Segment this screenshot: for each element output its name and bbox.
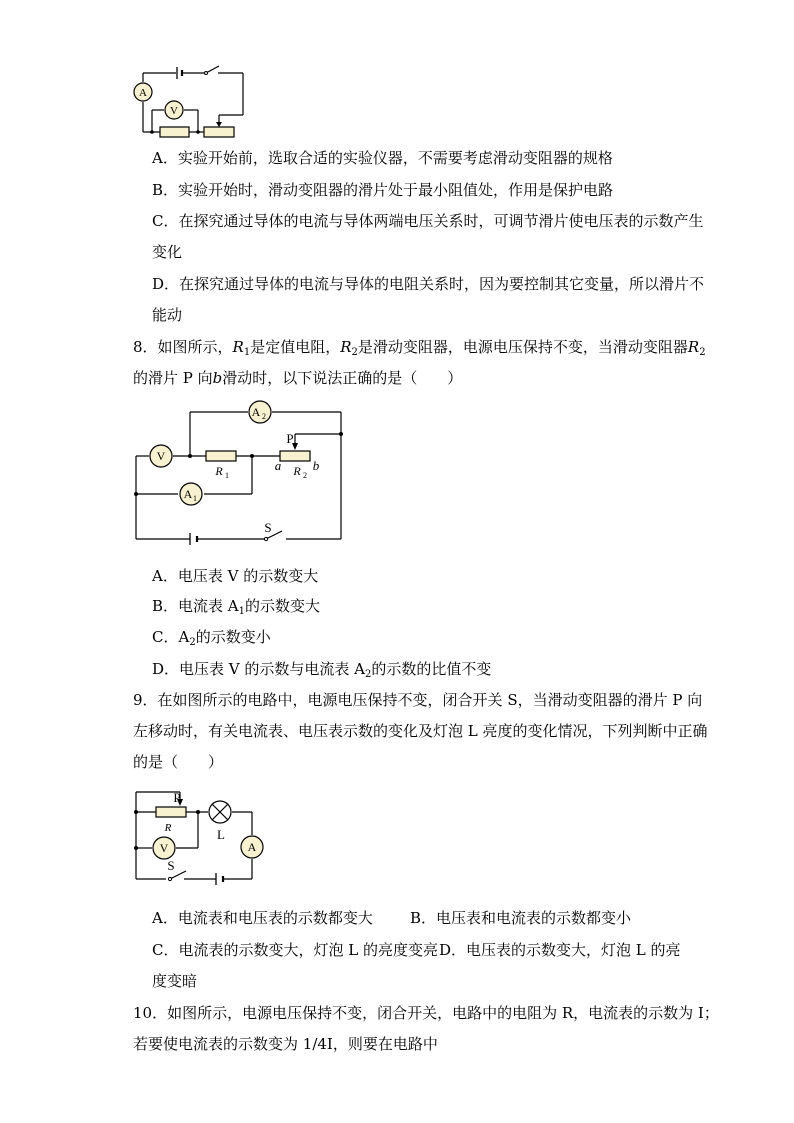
q8-option-b-text: 的示数变大 [245,597,321,615]
q8-r1-label-sub: 1 [225,471,229,480]
q9-l-label: L [217,827,225,842]
q8-r1-sub: 1 [243,347,251,358]
q8-option-b-text: B．电流表 A [152,597,239,615]
q8-r2-sub: 2 [699,347,706,358]
q8-v-label: V [156,449,166,463]
q9-v-label: V [159,841,169,855]
q7-option-d: D．在探究通过导体的电流与导体的电阻关系时，因为要控制其它变量，所以滑片不 [152,275,705,293]
q8-r2-label-sub: 2 [303,471,307,480]
q10-stem-line2: 若要使电流表的示数变为 1/4I，则要在电路中 [133,1035,438,1053]
q8-r1-symbol: R [232,338,244,356]
q9-circuit-figure [128,786,268,890]
q8-option-b [152,596,320,616]
q9-option-c: C．电流表的示数变大，灯泡 L 的亮度变亮 [152,941,438,959]
q8-option-d-text: 的示数的比值不变 [371,660,492,678]
q7-voltmeter-label: V [170,105,178,117]
q7-option-c: C．在探究通过导体的电流与导体两端电压关系时，可调节滑片使电压表的示数产生 [152,212,704,230]
q9-stem-line2: 左移动时，有关电流表、电压表示数的变化及灯泡 L 亮度的变化情况，下列判断中正确 [133,722,708,740]
q8-stem-part: 的滑片 P 向 [133,369,213,387]
q9-s-label: S [167,858,175,873]
q8-b-label: b [312,458,320,473]
q8-option-c-text: C．A [152,628,190,646]
q8-r1-label: R [215,464,223,478]
q8-p-label: P [286,431,294,446]
q8-circuit-figure [128,398,348,550]
q8-a-label: a [274,458,282,473]
q7-option-d-cont: 能动 [152,306,183,324]
q7-circuit-figure [128,60,248,142]
q8-circuit-diagram [128,398,348,550]
q8-option-a: A．电压表 V 的示数变大 [152,567,319,585]
q8-r2-symbol: R [687,338,700,356]
q9-a-label: A [247,840,257,854]
q7-ammeter-label: A [139,87,147,99]
q8-option-c-text: 的示数变小 [195,628,271,646]
q8-option-d [152,659,491,679]
q7-circuit-diagram [128,60,248,142]
q9-r-label: R [164,822,172,834]
q8-stem-line1 [133,337,706,357]
q8-stem-line2 [133,368,462,388]
q8-s-label: S [264,520,272,535]
q7-option-b: B．实验开始时，滑动变阻器的滑片处于最小阻值处，作用是保护电路 [152,181,614,199]
q8-option-c [152,627,271,647]
q9-stem-line1: 9．在如图所示的电路中，电源电压保持不变，闭合开关 S，当滑动变阻器的滑片 P 向 [133,691,703,709]
q8-stem-part: 8．如图所示， [133,338,233,356]
q9-option-a: A．电流表和电压表的示数都变大 [152,909,373,927]
q10-stem-line1: 10．如图所示，电源电压保持不变，闭合开关，电路中的电阻为 R，电流表的示数为 I； [133,1004,719,1022]
q8-r2-symbol: R [340,338,352,356]
q8-stem-part: 是滑动变阻器，电源电压保持不变，当滑动变阻器 [357,338,688,356]
q8-option-b-sub: 1 [238,606,245,617]
q7-option-a: A．实验开始前，选取合适的实验仪器，不需要考虑滑动变阻器的规格 [152,149,613,167]
q9-stem-line3: 的是（ ） [133,753,224,771]
q8-option-d-sub: 2 [365,669,372,680]
q9-option-d: D．电压表的示数变大，灯泡 L 的亮 [439,941,681,959]
q8-a1-sub: 1 [193,494,197,503]
q9-option-b: B．电压表和电流表的示数都变小 [410,909,632,927]
q9-circuit-diagram [128,786,268,890]
q9-option-d-cont: 度变暗 [152,972,198,990]
q8-stem-part: 是定值电阻， [250,338,341,356]
q8-a2-label: A [251,405,261,419]
q7-option-c-cont: 变化 [152,243,183,261]
q8-r2-label: R [293,464,301,478]
q8-option-c-sub: 2 [189,637,196,648]
q8-r2-sub: 2 [351,347,358,358]
q8-stem-part: 滑动时，以下说法正确的是（ ） [222,369,463,387]
q8-a1-label: A [183,487,193,501]
q8-a2-sub: 2 [262,412,266,421]
q8-b-symbol: b [212,369,223,387]
q9-p-label: P [173,790,181,805]
q8-option-d-text: D．电压表 V 的示数与电流表 A [152,660,365,678]
